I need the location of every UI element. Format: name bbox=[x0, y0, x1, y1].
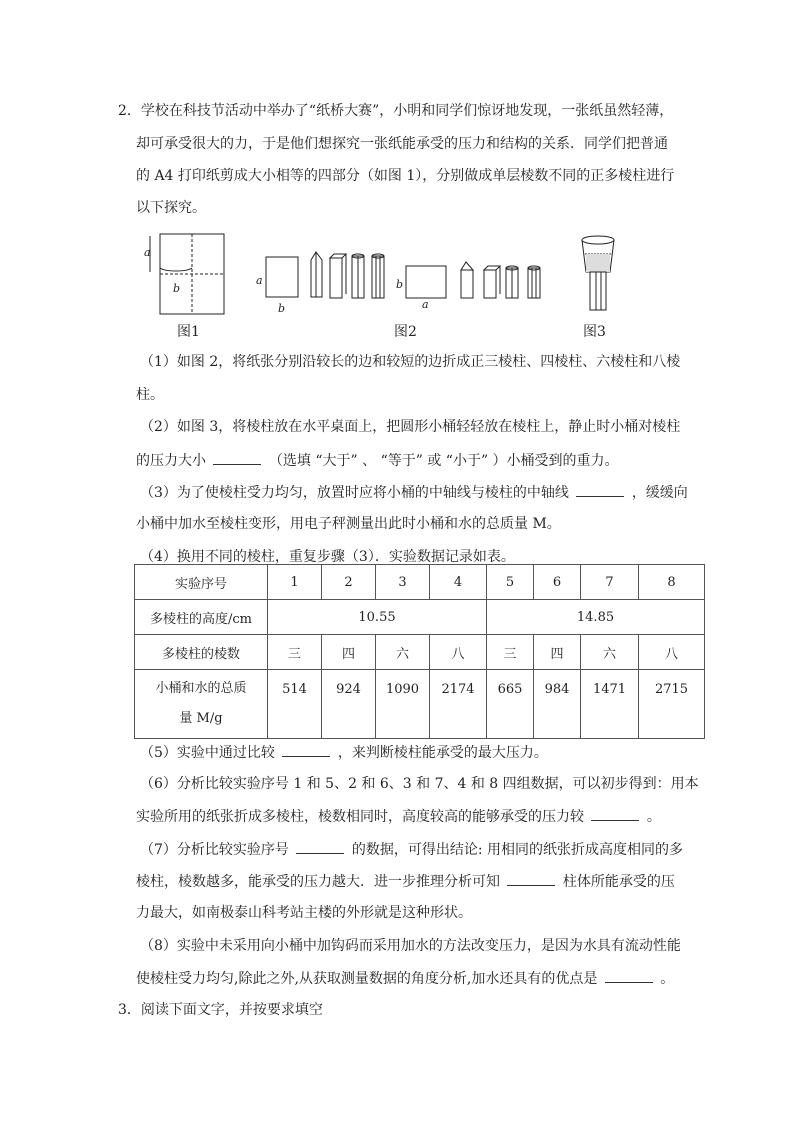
figure-3-caption: 图3 bbox=[583, 324, 606, 340]
table-cell: 1 bbox=[268, 565, 322, 600]
step-6-line-2 bbox=[136, 806, 661, 827]
step-7-text-pre: （7）分析比较实验序号 bbox=[140, 842, 289, 858]
table-cell: 5 bbox=[487, 565, 534, 600]
step-6-line-1: （6）分析比较实验序号 1 和 5、2 和 6、3 和 7、4 和 8 四组数据，可以初步得到：用本 bbox=[140, 776, 699, 792]
table-cell-height-b: 14.85 bbox=[487, 600, 705, 635]
step-7-text-pre-2: 棱柱，棱数越多，能承受的压力越大．进一步推理分析可知 bbox=[136, 874, 500, 890]
figure-1-caption: 图1 bbox=[177, 324, 200, 340]
step-6-answer-blank[interactable] bbox=[591, 806, 639, 821]
table-cell: 6 bbox=[534, 565, 581, 600]
step-6-text-post: 。 bbox=[646, 809, 661, 825]
table-row bbox=[135, 600, 705, 635]
step-2-line-2 bbox=[136, 450, 619, 471]
table-cell: 1090 bbox=[376, 670, 430, 739]
table-row bbox=[135, 635, 705, 670]
row-header-mass-line-1: 小桶和水的总质 bbox=[155, 681, 247, 696]
row-header-serial: 实验序号 bbox=[135, 565, 268, 600]
table-cell-height-a: 10.55 bbox=[268, 600, 487, 635]
step-8-text-pre: 使棱柱受力均匀,除此之外,从获取测量数据的角度分析,加水还具有的优点是 bbox=[136, 971, 598, 987]
step-8-line-1: （8）实验中未采用向小桶中加钩码而采用加水的方法改变压力，是因为水具有流动性能 bbox=[140, 938, 681, 954]
figure-2-prisms bbox=[256, 242, 556, 332]
step-3-answer-blank[interactable] bbox=[576, 482, 624, 497]
step-3-text-pre: （3）为了使棱柱受力均匀，放置时应将小桶的中轴线与棱柱的中轴线 bbox=[140, 485, 569, 501]
step-3-line-1 bbox=[140, 482, 688, 503]
q3-heading: 3．阅读下面文字，并按要求填空 bbox=[118, 1002, 323, 1018]
step-2-text-pre: 的压力大小 bbox=[136, 453, 206, 469]
step-5-answer-blank[interactable] bbox=[282, 742, 330, 757]
step-7-line-2 bbox=[136, 871, 675, 892]
table-row bbox=[135, 565, 705, 600]
table-cell: 2174 bbox=[430, 670, 487, 739]
table-cell: 7 bbox=[581, 565, 639, 600]
step-4-line: （4）换用不同的棱柱，重复步骤（3）．实验数据记录如表。 bbox=[140, 549, 515, 565]
table-cell: 8 bbox=[639, 565, 705, 600]
row-header-mass-line-2: 量 M/g bbox=[179, 711, 223, 726]
figure-1-paper-division bbox=[136, 232, 236, 322]
step-8-answer-blank[interactable] bbox=[605, 968, 653, 983]
step-8-line-2 bbox=[136, 968, 674, 989]
step-5-text-post: ，来判断棱柱能承受的最大压力。 bbox=[337, 745, 548, 761]
fig2-label-a-left: a bbox=[256, 274, 263, 287]
table-cell: 2715 bbox=[639, 670, 705, 739]
table-cell: 四 bbox=[534, 635, 581, 670]
experiment-data-table bbox=[134, 564, 705, 739]
table-cell: 514 bbox=[268, 670, 322, 739]
fig1-label-a: a bbox=[144, 246, 151, 259]
q2-line-2: 却可承受很大的力，于是他们想探究一张纸能承受的压力和结构的关系．同学们把普通 bbox=[136, 136, 668, 152]
table-cell: 665 bbox=[487, 670, 534, 739]
table-cell: 六 bbox=[376, 635, 430, 670]
q2-line-1: 2．学校在科技节活动中举办了“纸桥大赛”，小明和同学们惊讶地发现，一张纸虽然轻薄， bbox=[118, 103, 674, 119]
table-cell: 2 bbox=[322, 565, 376, 600]
figure-2-caption: 图2 bbox=[394, 324, 417, 340]
table-cell: 4 bbox=[430, 565, 487, 600]
table-cell: 三 bbox=[487, 635, 534, 670]
q2-line-3: 的 A4 打印纸剪成大小相等的四部分（如图 1），分别做成单层棱数不同的正多棱柱进行 bbox=[136, 168, 675, 184]
step-3-text-post: ，缓缓向 bbox=[631, 485, 688, 501]
step-7-line-1 bbox=[140, 839, 683, 860]
fig2-label-b-left: b bbox=[278, 302, 286, 315]
fig2-label-b-right: b bbox=[396, 278, 404, 291]
step-2-answer-blank[interactable] bbox=[213, 450, 261, 465]
table-cell: 八 bbox=[430, 635, 487, 670]
table-cell: 三 bbox=[268, 635, 322, 670]
table-cell: 984 bbox=[534, 670, 581, 739]
table-cell: 四 bbox=[322, 635, 376, 670]
step-7-text-post: 的数据，可得出结论: 用相同的纸张折成高度相同的多 bbox=[351, 842, 683, 858]
step-7-answer-blank-1[interactable] bbox=[296, 839, 344, 854]
fig1-label-b: b bbox=[173, 282, 181, 295]
step-7-answer-blank-2[interactable] bbox=[507, 871, 555, 886]
row-header-height: 多棱柱的高度/cm bbox=[135, 600, 268, 635]
step-8-text-post: 。 bbox=[660, 971, 675, 987]
table-cell: 1471 bbox=[581, 670, 639, 739]
table-cell: 六 bbox=[581, 635, 639, 670]
step-1-line-2: 柱。 bbox=[136, 387, 164, 403]
table-cell: 3 bbox=[376, 565, 430, 600]
figure-3-bucket-on-prism bbox=[574, 232, 634, 322]
step-7-text-post-2: 柱体所能承受的压 bbox=[562, 874, 675, 890]
step-1-line-1: （1）如图 2，将纸张分别沿较长的边和较短的边折成正三棱柱、四棱柱、六棱柱和八棱 bbox=[140, 354, 681, 370]
fig2-label-a-right: a bbox=[422, 298, 429, 311]
step-2-text-post: （选填 “大于” 、 “等于” 或 “小于” ）小桶受到的重力。 bbox=[268, 453, 619, 469]
step-3-line-2: 小桶中加水至棱柱变形，用电子秤测量出此时小桶和水的总质量 M。 bbox=[136, 516, 561, 532]
step-7-line-3: 力最大，如南极泰山科考站主楼的外形就是这种形状。 bbox=[136, 905, 472, 921]
q2-line-4: 以下探究。 bbox=[136, 200, 206, 216]
step-6-text-pre: 实验所用的纸张折成多棱柱，棱数相同时，高度较高的能够承受的压力较 bbox=[136, 809, 584, 825]
table-cell: 八 bbox=[639, 635, 705, 670]
row-header-edges: 多棱柱的棱数 bbox=[135, 635, 268, 670]
row-header-mass bbox=[135, 670, 268, 739]
step-5-text-pre: （5）实验中通过比较 bbox=[140, 745, 275, 761]
table-cell: 924 bbox=[322, 670, 376, 739]
step-2-line-1: （2）如图 3，将棱柱放在水平桌面上，把圆形小桶轻轻放在棱柱上，静止时小桶对棱柱 bbox=[140, 419, 681, 435]
table-row bbox=[135, 670, 705, 739]
step-5-line bbox=[140, 742, 548, 763]
